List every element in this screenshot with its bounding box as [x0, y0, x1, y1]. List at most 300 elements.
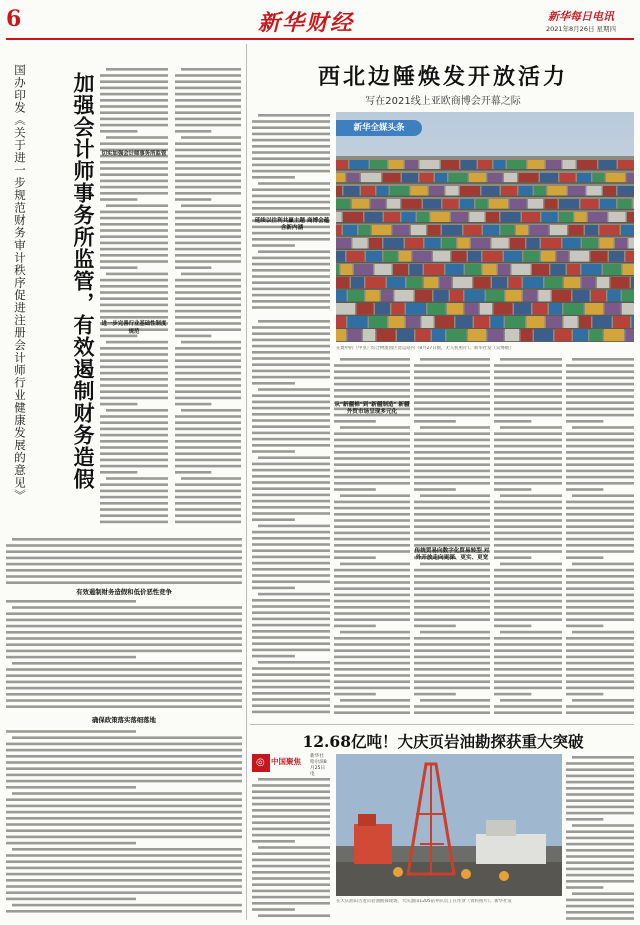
text-line — [252, 692, 330, 695]
text-line — [500, 631, 562, 634]
text-line — [494, 674, 562, 677]
text-line — [12, 904, 242, 907]
text-line — [414, 389, 490, 392]
text-line — [100, 378, 168, 381]
text-line — [6, 631, 242, 634]
container — [406, 316, 420, 328]
text-line — [414, 470, 490, 473]
text-line — [494, 463, 562, 466]
left-subhead-2: 进一步完善行业基础性制度规范 — [101, 321, 167, 335]
container — [591, 251, 608, 262]
container — [546, 316, 562, 328]
container — [611, 277, 630, 288]
container — [582, 264, 602, 275]
text-line — [414, 637, 490, 640]
text-line — [106, 273, 168, 276]
container — [363, 329, 375, 341]
text-line — [175, 359, 241, 362]
text-line — [334, 550, 410, 553]
left-kicker: 国办印发《关于进一步规范财务审计秩序促进注册会计师行业健康发展的意见》 — [13, 64, 27, 502]
text-line — [100, 502, 168, 505]
text-line — [6, 860, 242, 863]
container — [618, 199, 632, 209]
text-line — [494, 488, 531, 491]
text-line — [6, 650, 242, 653]
text-line — [414, 544, 490, 547]
text-line — [258, 593, 330, 596]
text-line — [6, 798, 242, 801]
text-line — [572, 426, 634, 429]
date-line: 2021年8月26日 星期四 — [546, 25, 617, 33]
text-line — [414, 370, 490, 373]
text-line — [175, 118, 241, 121]
text-line — [340, 699, 410, 702]
text-line — [175, 378, 241, 381]
container — [402, 199, 422, 209]
text-line — [6, 656, 136, 659]
container — [626, 251, 635, 262]
text-line — [252, 481, 330, 484]
text-line — [100, 161, 168, 164]
text-line — [100, 521, 168, 524]
container — [420, 173, 434, 182]
text-line — [566, 843, 634, 846]
text-line — [566, 364, 634, 367]
text-line — [566, 668, 634, 671]
container — [559, 199, 579, 209]
container — [465, 264, 481, 275]
text-line — [334, 544, 410, 547]
container — [523, 290, 537, 302]
text-line — [494, 581, 562, 584]
container — [407, 277, 423, 288]
text-line — [414, 414, 490, 417]
text-line — [414, 501, 490, 504]
text-line — [6, 637, 242, 640]
text-line — [566, 457, 634, 460]
text-line — [334, 457, 410, 460]
body-text-lines — [494, 356, 562, 718]
container — [516, 225, 528, 235]
text-line — [252, 494, 330, 497]
container — [446, 264, 464, 275]
rail-track — [336, 235, 634, 237]
text-line — [252, 543, 330, 546]
text-line — [252, 450, 295, 453]
text-line — [252, 667, 330, 670]
text-line — [12, 848, 242, 851]
text-line — [566, 544, 634, 547]
text-line — [566, 569, 634, 572]
container — [375, 264, 392, 275]
text-line — [566, 768, 634, 771]
text-line — [494, 370, 562, 373]
bottom-badge-side: 新华社哈尔滨8月25日电 — [310, 754, 327, 777]
rail-track — [336, 182, 634, 184]
text-line — [252, 382, 295, 385]
text-line — [334, 668, 410, 671]
container — [377, 186, 389, 196]
container — [613, 316, 630, 328]
text-line — [252, 877, 330, 880]
text-line — [100, 483, 168, 486]
text-line — [175, 446, 241, 449]
text-line — [100, 260, 168, 263]
text-line — [494, 587, 562, 590]
bottom-badge — [252, 754, 308, 772]
text-line — [252, 908, 295, 911]
text-line — [334, 680, 410, 683]
bottom-badge-label: 中国聚焦 — [271, 757, 301, 766]
text-line — [334, 532, 410, 535]
main-col-1 — [252, 318, 330, 718]
main-badge — [336, 120, 422, 136]
text-line — [6, 854, 242, 857]
container — [627, 212, 634, 222]
text-line — [100, 87, 168, 90]
text-line — [258, 320, 330, 323]
text-line — [252, 376, 330, 379]
text-line — [566, 643, 634, 646]
container — [336, 316, 346, 328]
container — [486, 290, 504, 302]
text-line — [414, 569, 490, 572]
text-line — [100, 242, 168, 245]
container — [343, 212, 363, 222]
text-line — [494, 364, 562, 367]
text-line — [566, 550, 634, 553]
text-line — [252, 698, 330, 701]
text-line — [175, 335, 211, 338]
text-line — [175, 130, 211, 133]
container — [623, 264, 635, 275]
container — [491, 316, 504, 328]
text-line — [566, 799, 634, 802]
text-line — [100, 124, 168, 127]
container — [593, 173, 605, 182]
container — [456, 316, 473, 328]
main-intro-col — [252, 112, 330, 314]
text-line — [566, 532, 634, 535]
container — [501, 186, 517, 196]
text-line — [100, 496, 168, 499]
container — [626, 329, 635, 341]
text-line — [258, 914, 330, 917]
container — [451, 212, 468, 222]
text-line — [566, 401, 634, 404]
container — [413, 251, 432, 262]
text-line — [181, 341, 241, 344]
container — [564, 316, 578, 328]
text-line — [414, 575, 490, 578]
text-line — [566, 587, 634, 590]
text-line — [494, 544, 562, 547]
container — [564, 303, 584, 315]
text-line — [175, 403, 211, 406]
container — [410, 264, 423, 275]
text-line — [175, 322, 241, 325]
container — [564, 277, 580, 288]
text-line — [494, 711, 562, 714]
container — [336, 173, 345, 182]
text-line — [106, 204, 168, 207]
container — [563, 160, 576, 169]
container — [575, 212, 587, 222]
container — [504, 173, 517, 182]
container — [545, 199, 558, 209]
text-line — [252, 642, 330, 645]
text-line — [334, 370, 410, 373]
container — [433, 251, 450, 262]
container — [622, 303, 634, 315]
text-line — [334, 674, 410, 677]
text-line — [414, 408, 490, 411]
text-line — [252, 580, 330, 583]
text-line — [566, 408, 634, 411]
container — [486, 212, 499, 222]
text-line — [6, 836, 242, 839]
text-line — [12, 792, 242, 795]
container — [534, 329, 553, 341]
text-line — [175, 99, 241, 102]
text-line — [100, 304, 168, 307]
text-line — [414, 538, 490, 541]
text-line — [572, 756, 634, 759]
paper-name: 新华每日电讯 — [548, 10, 614, 23]
text-line — [334, 513, 410, 516]
text-line — [566, 762, 634, 765]
container — [402, 173, 418, 182]
text-line — [252, 401, 330, 404]
container — [458, 238, 470, 249]
text-line — [175, 223, 241, 226]
container — [344, 186, 360, 196]
text-line — [100, 285, 168, 288]
text-line — [252, 865, 330, 868]
text-line — [175, 366, 241, 369]
container — [354, 264, 373, 275]
text-line — [414, 600, 490, 603]
container — [546, 160, 561, 169]
container — [343, 225, 357, 235]
container — [341, 264, 353, 275]
text-line — [175, 502, 241, 505]
main-subhead-3: 传统贸易向数字化贸易转型 对外开放走向更深、更实、更宽 — [414, 548, 490, 561]
text-line — [334, 569, 410, 572]
text-line — [566, 849, 634, 852]
container — [389, 316, 405, 328]
text-line — [334, 463, 410, 466]
text-line — [252, 263, 330, 266]
container — [549, 303, 562, 315]
container — [469, 173, 486, 182]
text-line — [252, 704, 330, 707]
text-line — [566, 911, 634, 914]
text-line — [100, 403, 137, 406]
container — [443, 199, 459, 209]
container — [505, 316, 525, 328]
text-line — [106, 136, 168, 139]
container — [468, 329, 486, 341]
text-line — [334, 451, 410, 454]
text-line — [175, 471, 211, 474]
text-line — [494, 470, 562, 473]
text-line — [252, 556, 330, 559]
container — [568, 186, 585, 196]
rail-track — [336, 169, 634, 171]
container — [555, 329, 572, 341]
container — [480, 303, 492, 315]
text-line — [414, 457, 490, 460]
text-line — [175, 80, 241, 83]
container — [384, 251, 398, 262]
container — [441, 160, 459, 169]
container — [521, 329, 533, 341]
container — [465, 290, 485, 302]
page-number: 6 — [6, 6, 22, 32]
text-line — [494, 414, 562, 417]
container — [406, 303, 426, 315]
text-line — [6, 891, 242, 894]
main-col-3 — [414, 356, 490, 718]
container — [393, 225, 410, 235]
container — [460, 186, 480, 196]
text-line — [566, 600, 634, 603]
text-line — [252, 326, 330, 329]
text-line — [181, 409, 241, 412]
container — [608, 290, 621, 302]
text-line — [566, 837, 634, 840]
text-line — [494, 525, 562, 528]
text-line — [258, 778, 330, 781]
container — [552, 290, 571, 302]
container — [361, 186, 375, 196]
text-line — [334, 556, 376, 559]
text-line — [100, 105, 168, 108]
text-line — [566, 519, 634, 522]
text-line — [252, 790, 330, 793]
text-line — [494, 612, 562, 615]
container — [527, 238, 540, 249]
text-line — [175, 521, 241, 524]
text-line — [175, 192, 241, 195]
container — [482, 186, 500, 196]
text-line — [252, 294, 330, 297]
text-line — [566, 680, 634, 683]
text-line — [100, 428, 168, 431]
container — [567, 264, 580, 275]
text-line — [252, 611, 330, 614]
container — [366, 277, 386, 288]
text-line — [252, 126, 330, 129]
text-line — [252, 394, 330, 397]
text-line — [258, 661, 330, 664]
text-line — [106, 477, 168, 480]
text-line — [106, 409, 168, 412]
text-line — [6, 619, 242, 622]
container — [395, 290, 414, 302]
container — [615, 238, 627, 249]
text-line — [566, 383, 634, 386]
container — [336, 303, 355, 315]
text-line — [494, 643, 562, 646]
container — [505, 329, 519, 341]
container — [384, 212, 400, 222]
container — [519, 173, 539, 182]
text-line — [252, 257, 330, 260]
text-line — [334, 581, 410, 584]
text-line — [252, 512, 330, 515]
text-line — [414, 662, 490, 665]
text-line — [566, 687, 634, 690]
container — [381, 290, 393, 302]
text-line — [252, 407, 330, 410]
text-line — [12, 538, 242, 541]
text-line — [252, 797, 330, 800]
text-line — [252, 537, 330, 540]
text-line — [566, 439, 634, 442]
text-line — [252, 673, 330, 676]
container — [468, 251, 481, 262]
text-line — [100, 415, 168, 418]
text-line — [175, 372, 241, 375]
text-line — [100, 465, 168, 468]
drilling-rig-illustration — [336, 754, 562, 896]
text-line — [340, 426, 410, 429]
text-line — [494, 439, 562, 442]
main-headline: 西北边陲焕发开放活力 — [317, 64, 568, 90]
text-line — [334, 662, 410, 665]
container — [590, 329, 603, 341]
text-line — [414, 507, 490, 510]
container — [542, 212, 558, 222]
text-line — [100, 471, 137, 474]
container — [618, 160, 634, 169]
container — [453, 277, 472, 288]
text-line — [414, 612, 490, 615]
freight-yard-illustration — [336, 112, 634, 342]
text-line — [6, 557, 242, 560]
container — [570, 251, 589, 262]
container — [434, 290, 449, 302]
text-line — [175, 198, 211, 201]
container — [449, 173, 468, 182]
text-line — [252, 413, 330, 416]
text-line — [334, 538, 410, 541]
text-line — [252, 803, 330, 806]
text-line — [175, 508, 241, 511]
container — [585, 225, 598, 235]
text-line — [100, 372, 168, 375]
container — [510, 199, 527, 209]
text-line — [252, 834, 330, 837]
text-line — [252, 275, 330, 278]
container — [560, 173, 576, 182]
text-line — [334, 656, 410, 659]
container — [350, 160, 369, 169]
text-line — [414, 395, 490, 398]
container — [528, 199, 543, 209]
text-line — [252, 599, 330, 602]
text-line — [500, 358, 562, 361]
text-line — [100, 254, 168, 257]
text-line — [175, 353, 241, 356]
container — [420, 160, 440, 169]
text-line — [494, 451, 562, 454]
text-line — [6, 780, 242, 783]
text-line — [6, 705, 242, 708]
container — [415, 290, 432, 302]
